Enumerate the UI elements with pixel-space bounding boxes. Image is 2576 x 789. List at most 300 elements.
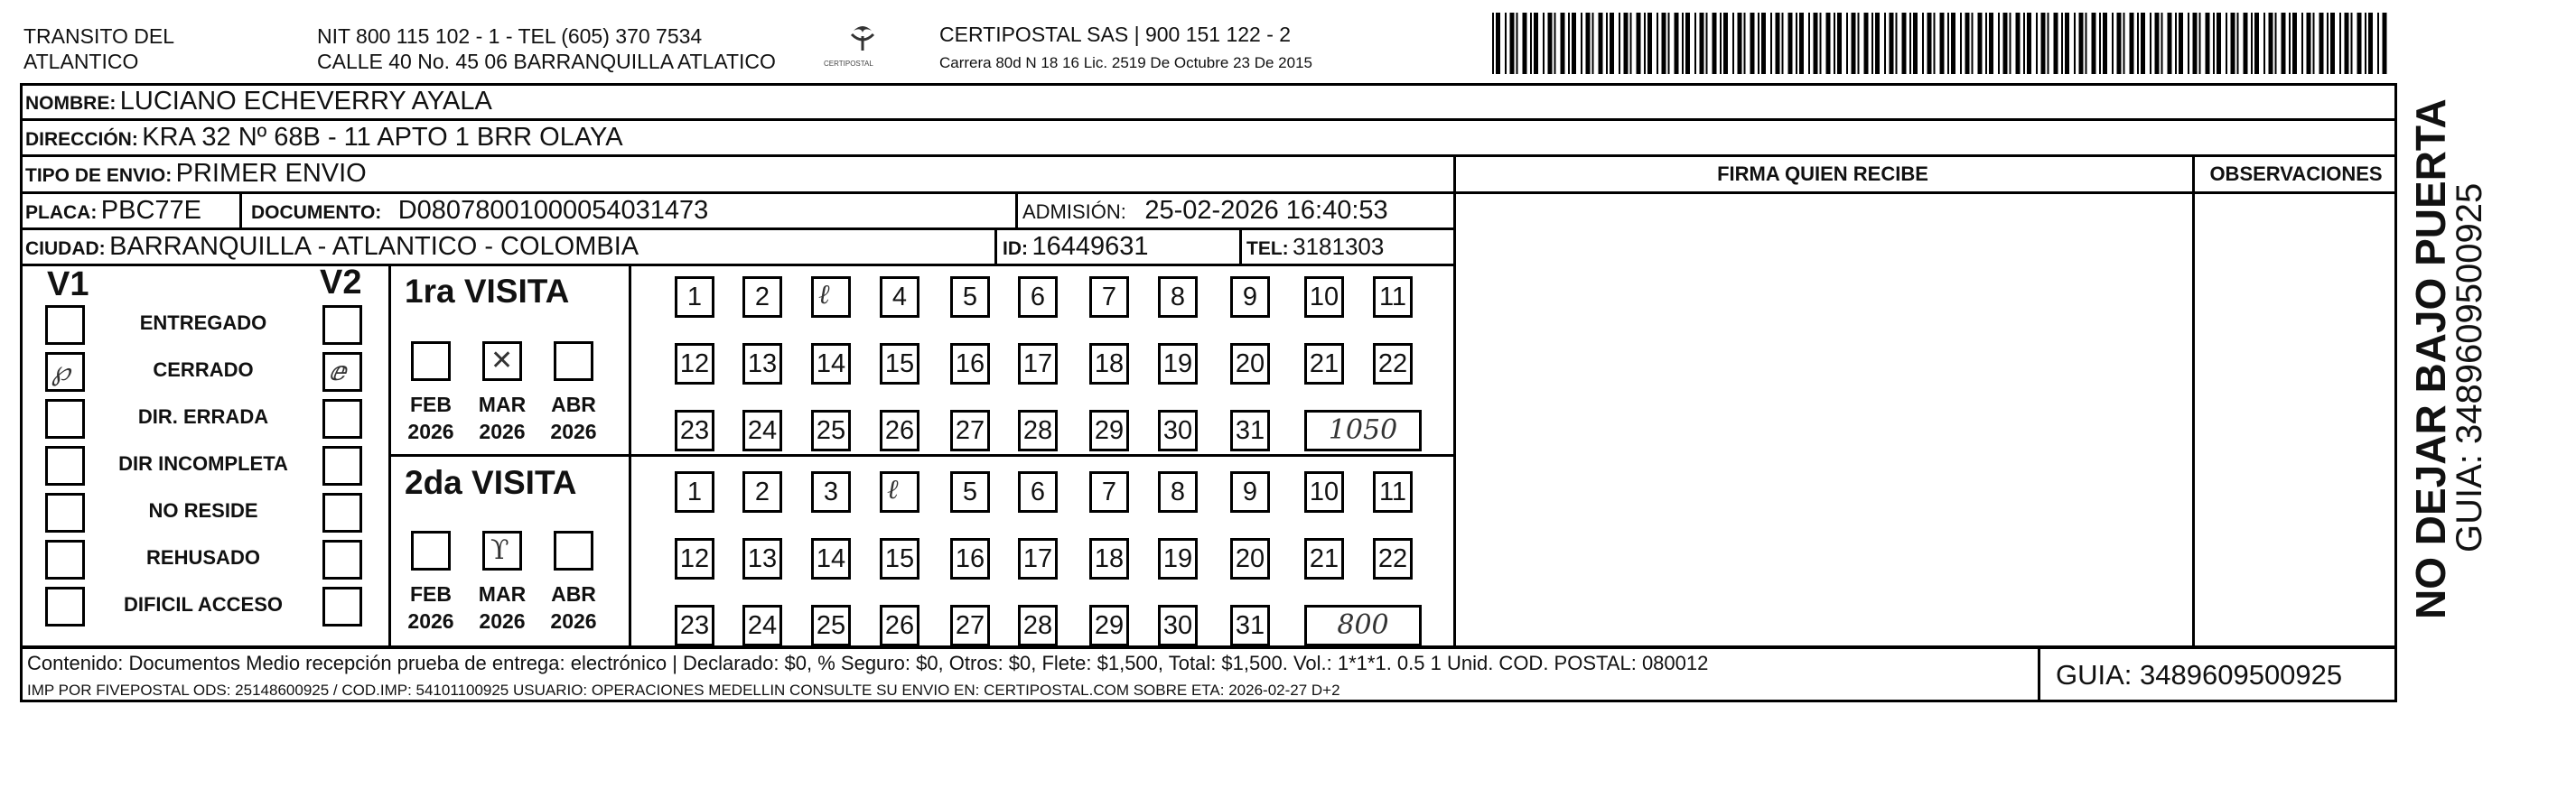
barcode-bar (2377, 13, 2379, 74)
id-value: 16449631 (1031, 232, 1149, 261)
barcode-bar (2054, 13, 2058, 74)
tipo-envio-row (25, 157, 367, 194)
second-visit-day-box[interactable]: 20 (1230, 538, 1270, 580)
tel-value: 3181303 (1293, 233, 1385, 260)
first-day-mark: ℓ (818, 279, 830, 311)
nombre-label: NOMBRE: (25, 93, 117, 114)
carrier-name: CERTIPOSTAL SAS | 900 151 122 - 2 (939, 23, 1292, 46)
barcode-bar (1599, 13, 1603, 74)
barcode-bar (2330, 13, 2335, 74)
barcode-bar (2289, 13, 2291, 74)
barcode-bar (1630, 13, 1632, 74)
barcode-bar (2231, 13, 2235, 74)
first-visit-day-box[interactable]: 27 (950, 410, 990, 451)
barcode-bar (1776, 13, 1780, 74)
company-nit: NIT 800 115 102 - 1 - TEL (605) 370 7534 (317, 24, 703, 48)
first-visit-day-box[interactable]: 10 (1304, 276, 1344, 318)
second-visit-month-checkbox[interactable] (411, 531, 451, 571)
first-visit-day-box[interactable]: 16 (950, 343, 990, 385)
barcode-bar (1706, 13, 1708, 74)
barcode-bar (2175, 13, 2177, 74)
barcode-bar (1581, 13, 1582, 74)
first-visit-year-label: 2026 (479, 420, 526, 443)
company-address: CALLE 40 No. 45 06 BARRANQUILLA ATLATICO (317, 50, 776, 73)
barcode-bar (2244, 13, 2248, 74)
barcode-bar (1496, 13, 1500, 74)
v2-checkbox[interactable] (322, 399, 362, 439)
first-visit-time: 1050 (1328, 414, 1398, 446)
barcode-bar (1700, 13, 1704, 74)
guia-vertical-text: GUIA: 3489609500925 (2450, 182, 2489, 552)
second-visit-day-box[interactable]: 30 (1158, 605, 1198, 646)
barcode-bar (2092, 13, 2096, 74)
second-visit-day-box[interactable]: 12 (675, 538, 714, 580)
documento-row (251, 194, 708, 231)
second-visit-day-box[interactable]: 10 (1304, 471, 1344, 513)
second-visit-day-box[interactable]: 22 (1373, 538, 1413, 580)
barcode-bar (2048, 13, 2049, 74)
second-visit-day-box[interactable]: 31 (1230, 605, 1270, 646)
barcode-bar (1852, 13, 1856, 74)
barcode-bar (2117, 13, 2122, 74)
barcode-bar (1960, 13, 1962, 74)
second-visit-day-box[interactable]: 16 (950, 538, 990, 580)
first-visit-day-box[interactable]: 1 (675, 276, 714, 318)
v1-checkbox[interactable] (45, 352, 85, 392)
second-visit-day-box[interactable]: 26 (880, 605, 919, 646)
barcode-bar (1606, 13, 1608, 74)
barcode-bar (1782, 13, 1784, 74)
second-visit-day-box[interactable]: 19 (1158, 538, 1198, 580)
first-visit-month-label: FEB (410, 393, 452, 416)
first-visit-month-label: ABR (551, 393, 596, 416)
second-visit-day-box[interactable]: 8 (1158, 471, 1198, 513)
barcode-bar (1965, 13, 1970, 74)
first-visit-day-box[interactable]: 23 (675, 410, 714, 451)
barcode-bar (2217, 13, 2221, 74)
barcode-bar (1523, 13, 1527, 74)
barcode-bar (2327, 13, 2329, 74)
v1-checkbox[interactable] (45, 446, 85, 486)
admision-label: ADMISIÓN: (1022, 200, 1126, 223)
footer-guia: GUIA: 3489609500925 (2056, 659, 2343, 691)
second-visit-month-label: MAR (478, 582, 527, 606)
barcode-bar (1902, 13, 1907, 74)
barcode-bar (2269, 13, 2273, 74)
barcode-bar (1713, 13, 1717, 74)
first-visit-day-box[interactable]: 6 (1018, 276, 1058, 318)
barcode-bar (1723, 13, 1728, 74)
barcode-bar (2365, 13, 2366, 74)
barcode-bar (2226, 13, 2227, 74)
barcode-bar (1758, 13, 1759, 74)
second-day-mark: ℓ (887, 474, 899, 506)
status-label-cerrado: CERRADO (153, 358, 254, 381)
barcode-bar (1761, 13, 1766, 74)
v1-header: V1 (47, 265, 89, 303)
barcode-bar (1913, 13, 1918, 74)
barcode-bar (1972, 13, 1974, 74)
barcode-bar (2150, 13, 2151, 74)
barcode-bar (2319, 13, 2324, 74)
status-label-rehusado: REHUSADO (146, 546, 260, 569)
barcode-bar (2061, 13, 2063, 74)
barcode-bar (2193, 13, 2198, 74)
barcode-bar (1834, 13, 1835, 74)
first-month-mark: ✕ (490, 345, 514, 376)
barcode-bar (2351, 13, 2353, 74)
v1-checkbox[interactable] (45, 540, 85, 580)
second-visit-day-box[interactable]: 21 (1304, 538, 1344, 580)
barcode-bar (1884, 13, 1886, 74)
barcode-bar (2383, 13, 2387, 74)
barcode-bar (2027, 13, 2031, 74)
status-label-dir-errada: DIR. ERRADA (137, 405, 269, 428)
second-visit-day-box[interactable]: 25 (811, 605, 851, 646)
barcode-bar (1572, 13, 1576, 74)
barcode-bar (2161, 13, 2163, 74)
barcode-bar (1985, 13, 1987, 74)
barcode (1492, 13, 2395, 76)
barcode-bar (1534, 13, 1538, 74)
barcode-bar (1543, 13, 1545, 74)
first-visit-day-box[interactable]: 11 (1373, 276, 1413, 318)
first-visit-day-box[interactable]: 12 (675, 343, 714, 385)
barcode-bar (1744, 13, 1746, 74)
warning-vertical-text: NO DEJAR BAJO PUERTA (2407, 98, 2454, 619)
barcode-bar (1517, 13, 1518, 74)
barcode-bar (2099, 13, 2101, 74)
second-visit-day-box[interactable] (880, 471, 919, 513)
first-visit-day-box[interactable]: 29 (1089, 410, 1129, 451)
company-name-line1: TRANSITO DEL (23, 24, 174, 48)
v1-checkbox[interactable] (45, 587, 85, 627)
admision-value: 25-02-2026 16:40:53 (1144, 196, 1388, 225)
id-label: ID: (1003, 238, 1028, 259)
barcode-bar (2003, 13, 2008, 74)
v2-checkbox[interactable] (322, 587, 362, 627)
second-visit-day-box[interactable]: 23 (675, 605, 714, 646)
status-label-dificil-acceso: DIFICIL ACCESO (123, 593, 283, 616)
documento-value: D080780010000540314​73 (397, 196, 709, 225)
barcode-bar (1675, 13, 1679, 74)
second-visit-time-box[interactable] (1304, 605, 1422, 646)
barcode-bar (1694, 13, 1696, 74)
second-visit-year-label: 2026 (550, 609, 597, 633)
first-visit-day-box[interactable]: 25 (811, 410, 851, 451)
barcode-bar (2301, 13, 2303, 74)
first-visit-month-label: MAR (478, 393, 527, 416)
first-visit-day-box[interactable]: 18 (1089, 343, 1129, 385)
barcode-bar (1896, 13, 1898, 74)
second-visit-month-checkbox[interactable] (554, 531, 593, 571)
first-visit-day-box[interactable]: 20 (1230, 343, 1270, 385)
placa-value: PBC77E (100, 196, 202, 225)
ciudad-row (25, 230, 639, 267)
barcode-bar (2112, 13, 2114, 74)
barcode-bar (1530, 13, 1532, 74)
barcode-bar (2123, 13, 2125, 74)
v2-checkbox[interactable] (322, 352, 362, 392)
second-visit-day-box[interactable]: 27 (950, 605, 990, 646)
direccion-row (25, 121, 623, 158)
footer-frame (20, 646, 2397, 702)
barcode-bar (1864, 13, 1869, 74)
first-visit-day-box[interactable]: 21 (1304, 343, 1344, 385)
barcode-bar (2168, 13, 2172, 74)
barcode-bar (1788, 13, 1793, 74)
second-visit-month-label: FEB (410, 582, 452, 606)
barcode-bar (1685, 13, 1690, 74)
second-visit-day-box[interactable]: 15 (880, 538, 919, 580)
barcode-bar (1624, 13, 1629, 74)
barcode-bar (2339, 13, 2341, 74)
second-visit-month-checkbox[interactable] (482, 531, 522, 571)
barcode-bar (2137, 13, 2139, 74)
barcode-bar (1934, 13, 1936, 74)
first-visit-title: 1ra VISITA (405, 273, 570, 310)
second-visit-time: 800 (1337, 609, 1389, 641)
barcode-bar (2016, 13, 2021, 74)
first-visit-day-box[interactable]: 17 (1018, 343, 1058, 385)
barcode-bar (2357, 13, 2362, 74)
barcode-bar (1492, 13, 1494, 74)
barcode-bar (2079, 13, 2084, 74)
barcode-bar (1610, 13, 1614, 74)
barcode-bar (1662, 13, 1666, 74)
second-visit-title: 2da VISITA (405, 464, 577, 501)
barcode-bar (1554, 13, 1556, 74)
barcode-bar (1619, 13, 1620, 74)
barcode-bar (1750, 13, 1755, 74)
second-visit-day-box[interactable]: 11 (1373, 471, 1413, 513)
status-label-entregado: ENTREGADO (139, 311, 267, 334)
barcode-bar (2237, 13, 2239, 74)
barcode-bar (2345, 13, 2349, 74)
firma-header: FIRMA QUIEN RECIBE (1717, 162, 1928, 185)
second-visit-day-box[interactable]: 17 (1018, 538, 1058, 580)
second-month-mark: ϒ (490, 534, 509, 566)
barcode-bar (1732, 13, 1734, 74)
barcode-bar (1989, 13, 1993, 74)
barcode-bar (2141, 13, 2145, 74)
v1-checkbox[interactable] (45, 399, 85, 439)
logo-text: CERTIPOSTAL (824, 60, 873, 68)
barcode-bar (2254, 13, 2259, 74)
barcode-bar (1951, 13, 1955, 74)
barcode-bar (1647, 13, 1652, 74)
second-visit-day-box[interactable]: 9 (1230, 471, 1270, 513)
second-visit-day-box[interactable]: 2 (742, 471, 782, 513)
barcode-bar (2155, 13, 2160, 74)
second-visit-day-box[interactable]: 1 (675, 471, 714, 513)
v2-checkbox[interactable] (322, 493, 362, 533)
status-label-dir-incompleta: DIR INCOMPLETA (118, 452, 288, 475)
barcode-bar (2010, 13, 2011, 74)
second-visit-day-box[interactable]: 14 (811, 538, 851, 580)
contenido-text: Contenido: Documentos Medio recepción prueba de entrega: electrónico | Declarado: $0, % Seguro: $0, Otros: $0, Flete: $1,500, Total: $1,500. Vol.: 1*1*1. 0.5 1 Unid. COD. POSTAL: 080012 (27, 652, 1709, 674)
ciudad-value: BARRANQUILLA - ATLANTICO - COLOMBIA (109, 232, 639, 261)
barcode-bar (2251, 13, 2253, 74)
second-visit-year-label: 2026 (479, 609, 526, 633)
second-visit-day-box[interactable]: 24 (742, 605, 782, 646)
barcode-bar (1644, 13, 1646, 74)
barcode-bar (1548, 13, 1553, 74)
id-row (1003, 230, 1148, 267)
barcode-bar (1875, 13, 1880, 74)
barcode-bar (2130, 13, 2134, 74)
barcode-bar (1846, 13, 1848, 74)
first-visit-day-box[interactable]: 22 (1373, 343, 1413, 385)
second-visit-day-box[interactable]: 13 (742, 538, 782, 580)
first-visit-time-box[interactable] (1304, 410, 1422, 451)
barcode-bar (1682, 13, 1684, 74)
first-visit-day-box[interactable]: 15 (880, 343, 919, 385)
first-visit-day-box[interactable]: 4 (880, 276, 919, 318)
barcode-bar (2368, 13, 2373, 74)
ciudad-label: CIUDAD: (25, 238, 106, 259)
barcode-bar (2206, 13, 2210, 74)
barcode-bar (1940, 13, 1945, 74)
barcode-bar (1668, 13, 1670, 74)
second-visit-day-box[interactable]: 5 (950, 471, 990, 513)
first-visit-day-box[interactable]: 31 (1230, 410, 1270, 451)
second-visit-day-box[interactable]: 6 (1018, 471, 1058, 513)
barcode-bar (2292, 13, 2297, 74)
admision-row (1022, 194, 1388, 231)
barcode-bar (2263, 13, 2265, 74)
barcode-bar (1505, 13, 1507, 74)
second-visit-day-box[interactable]: 3 (811, 471, 851, 513)
barcode-bar (2282, 13, 2286, 74)
v1-check-mark: ℘ (51, 356, 70, 387)
barcode-bar (2023, 13, 2025, 74)
first-visit-day-box[interactable]: 24 (742, 410, 782, 451)
documento-label: DOCUMENTO: (251, 202, 382, 223)
barcode-bar (1890, 13, 1894, 74)
first-visit-day-box[interactable] (811, 276, 851, 318)
barcode-bar (1998, 13, 2000, 74)
first-visit-year-label: 2026 (407, 420, 454, 443)
first-visit-year-label: 2026 (550, 420, 597, 443)
barcode-bar (1871, 13, 1873, 74)
v1-checkbox[interactable] (45, 493, 85, 533)
second-visit-day-box[interactable]: 28 (1018, 605, 1058, 646)
first-visit-month-checkbox[interactable] (411, 341, 451, 381)
nombre-value: LUCIANO ECHEVERRY AYALA (119, 87, 492, 116)
second-visit-year-label: 2026 (407, 609, 454, 633)
carrier-license: Carrera 80d N 18 16 Lic. 2519 De Octubre 23 De 2015 (939, 54, 1312, 71)
first-visit-day-box[interactable]: 5 (950, 276, 990, 318)
v2-check-mark: ⅇ (329, 356, 347, 387)
second-visit-day-box[interactable]: 29 (1089, 605, 1129, 646)
signature-area[interactable] (1456, 194, 2189, 645)
barcode-bar (1978, 13, 1983, 74)
nombre-row (25, 85, 492, 122)
barcode-bar (2313, 13, 2315, 74)
observations-area[interactable] (2195, 194, 2395, 645)
barcode-bar (1837, 13, 1842, 74)
v2-checkbox[interactable] (322, 446, 362, 486)
tipo-envio-value: PRIMER ENVIO (175, 159, 367, 188)
barcode-bar (1820, 13, 1822, 74)
direccion-label: DIRECCIÓN: (25, 129, 138, 150)
barcode-bar (1909, 13, 1911, 74)
first-visit-day-box[interactable]: 30 (1158, 410, 1198, 451)
barcode-bar (1922, 13, 1924, 74)
status-label-no-reside: NO RESIDE (148, 499, 258, 522)
barcode-bar (1814, 13, 1818, 74)
first-visit-day-box[interactable]: 26 (880, 410, 919, 451)
barcode-bar (1947, 13, 1949, 74)
barcode-bar (2213, 13, 2215, 74)
barcode-bar (2086, 13, 2087, 74)
first-visit-month-checkbox[interactable] (554, 341, 593, 381)
tel-label: TEL: (1246, 238, 1289, 259)
barcode-bar (1510, 13, 1515, 74)
first-visit-month-checkbox[interactable] (482, 341, 522, 381)
v1-checkbox[interactable] (45, 305, 85, 345)
barcode-bar (2275, 13, 2277, 74)
tipo-envio-label: TIPO DE ENVIO: (25, 165, 173, 186)
v2-header: V2 (320, 264, 362, 302)
barcode-bar (1720, 13, 1722, 74)
placa-row (25, 194, 201, 231)
barcode-bar (1796, 13, 1797, 74)
barcode-bar (1592, 13, 1594, 74)
first-visit-day-box[interactable]: 28 (1018, 410, 1058, 451)
first-visit-day-box[interactable]: 9 (1230, 276, 1270, 318)
second-visit-month-label: ABR (551, 582, 596, 606)
imp-text: IMP POR FIVEPOSTAL ODS: 25148600925 / COD.IMP: 54101100925 USUARIO: OPERACIONES MEDELLIN CONSULTE SU ENVIO EN: CERTIPOSTAL.COM SOBRE ETA: 2026-02-27 D+2 (27, 682, 1340, 699)
first-visit-day-box[interactable]: 8 (1158, 276, 1198, 318)
placa-label: PLACA: (25, 202, 98, 223)
barcode-bar (1799, 13, 1804, 74)
second-visit-day-box[interactable]: 7 (1089, 471, 1129, 513)
barcode-bar (2041, 13, 2046, 74)
barcode-bar (1637, 13, 1641, 74)
barcode-bar (1826, 13, 1831, 74)
company-name-line2: ATLANTICO (23, 50, 139, 73)
second-visit-day-box[interactable]: 18 (1089, 538, 1129, 580)
barcode-bar (2036, 13, 2038, 74)
first-visit-day-box[interactable]: 13 (742, 343, 782, 385)
barcode-bar (1738, 13, 1742, 74)
barcode-bar (1657, 13, 1658, 74)
v2-checkbox[interactable] (322, 305, 362, 345)
observaciones-header: OBSERVACIONES (2209, 162, 2383, 185)
barcode-bar (2065, 13, 2069, 74)
barcode-bar (1770, 13, 1772, 74)
first-visit-day-box[interactable]: 14 (811, 343, 851, 385)
barcode-bar (2179, 13, 2183, 74)
barcode-bar (1568, 13, 1570, 74)
first-visit-day-box[interactable]: 2 (742, 276, 782, 318)
direccion-value: KRA 32 Nº 68B - 11 APTO 1 BRR OLAYA (142, 123, 623, 152)
barcode-bar (2199, 13, 2201, 74)
tel-row (1246, 230, 1384, 267)
barcode-bar (1561, 13, 1565, 74)
barcode-bar (1586, 13, 1591, 74)
first-visit-day-box[interactable]: 7 (1089, 276, 1129, 318)
barcode-bar (2307, 13, 2311, 74)
first-visit-day-box[interactable]: 19 (1158, 343, 1198, 385)
barcode-bar (1858, 13, 1860, 74)
barcode-bar (2103, 13, 2107, 74)
barcode-bar (2188, 13, 2189, 74)
barcode-bar (1927, 13, 1932, 74)
v2-checkbox[interactable] (322, 540, 362, 580)
